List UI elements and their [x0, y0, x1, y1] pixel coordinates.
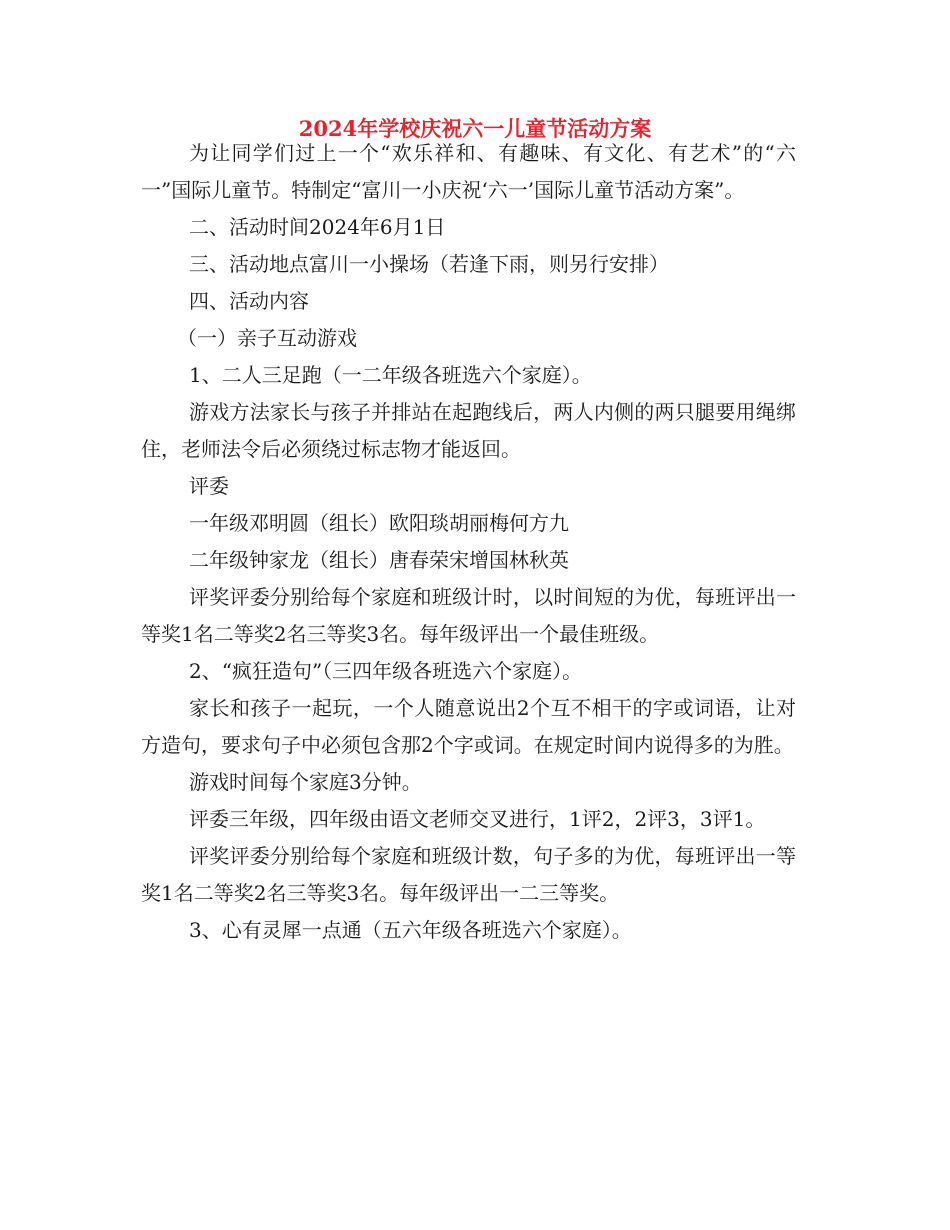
judges-grade-1: 一年级邓明圆（组长）欧阳琰胡丽梅何方九 [189, 511, 569, 535]
intro-paragraph: 为让同学们过上一个“欢乐祥和、有趣味、有文化、有艺术”的“六一”国际儿童节。特制定“富川一小庆祝‘六一’国际儿童节活动方案”。 [141, 141, 796, 202]
activity-time: 二、活动时间2024年6月1日 [189, 215, 446, 239]
judges-grade-2: 二年级钟家龙（组长）唐春荣宋增国林秋英 [189, 548, 569, 572]
game-2-judges: 评委三年级，四年级由语文老师交叉进行，1评2，2评3，3评1。 [189, 807, 766, 831]
game-2-method: 家长和孩子一起玩，一个人随意说出2个互不相干的字或词语，让对方造句，要求句子中必须包含那2个字或词。在规定时间内说得多的为胜。 [141, 696, 796, 757]
activity-location: 三、活动地点富川一小操场（若逢下雨，则另行安排） [189, 252, 669, 276]
document-title: 2024年学校庆祝六一儿童节活动方案 [298, 116, 652, 141]
game-1-method: 游戏方法家长与孩子并排站在起跑线后，两人内侧的两只腿要用绳绑住，老师法令后必须绕过标志物才能返回。 [141, 400, 796, 461]
game-2-time: 游戏时间每个家庭3分钟。 [189, 770, 422, 794]
document-body [141, 135, 796, 949]
game-1-heading: 1、二人三足跑（一二年级各班选六个家庭）。 [189, 363, 592, 387]
game-1-awards: 评奖评委分别给每个家庭和班级计时，以时间短的为优，每班评出一等奖1名二等奖2名三等奖3名。每年级评出一个最佳班级。 [141, 585, 796, 646]
activity-content-heading: 四、活动内容 [189, 289, 309, 313]
section-heading-parent-child-games: （一）亲子互动游戏 [177, 326, 357, 350]
game-2-awards: 评奖评委分别给每个家庭和班级计数，句子多的为优，每班评出一等奖1名二等奖2名三等奖3名。每年级评出一二三等奖。 [141, 844, 796, 905]
game-2-heading: 2、“疯狂造句”（三四年级各班选六个家庭）。 [189, 659, 583, 683]
game-3-heading: 3、心有灵犀一点通（五六年级各班选六个家庭）。 [189, 918, 632, 942]
judges-label: 评委 [189, 474, 229, 498]
